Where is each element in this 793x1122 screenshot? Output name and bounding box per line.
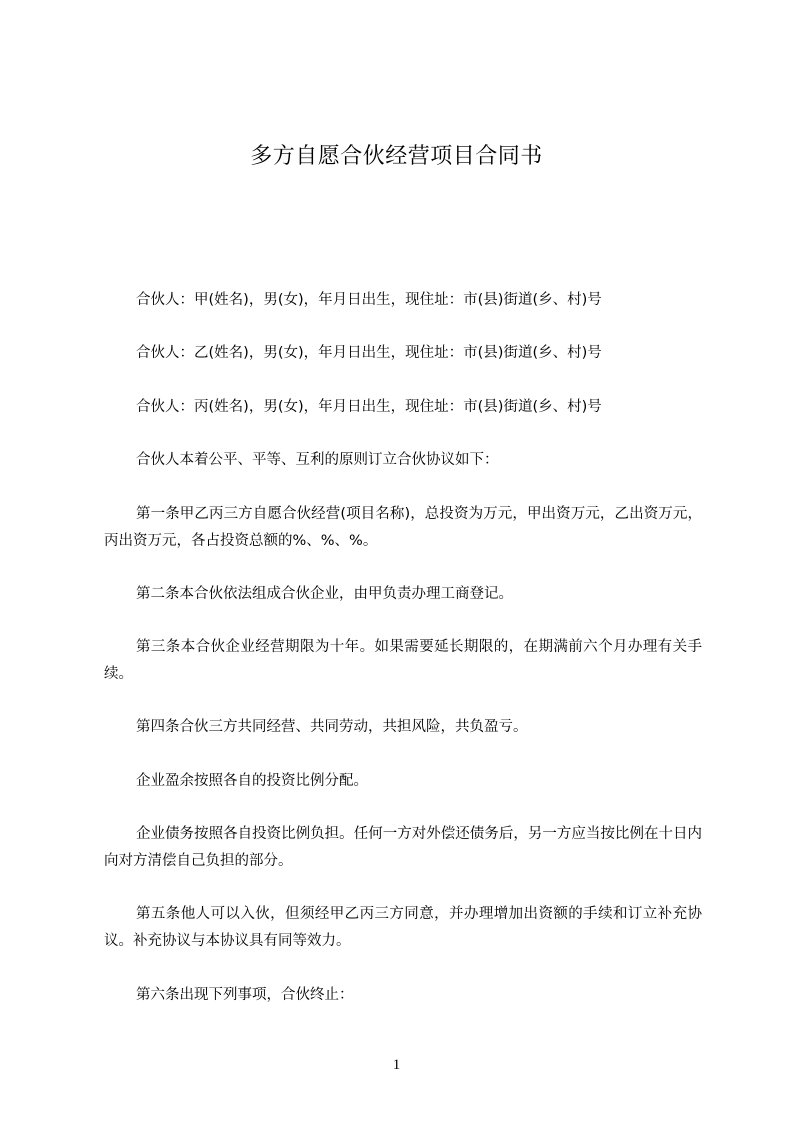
- article-2-paragraph: 第二条本合伙依法组成合伙企业，由甲负责办理工商登记。: [136, 586, 513, 602]
- principle-paragraph: 合伙人本着公平、平等、互利的原则订立合伙协议如下：: [136, 452, 499, 468]
- document-title: 多方自愿合伙经营项目合同书: [250, 144, 543, 169]
- partner-c-paragraph: 合伙人：丙(姓名)，男(女)，年月日出生，现住址：市(县)街道(乡、村)号: [136, 399, 602, 415]
- partner-b-paragraph: 合伙人：乙(姓名)，男(女)，年月日出生，现住址：市(县)街道(乡、村)号: [136, 345, 602, 361]
- article-1-paragraph: 第一条甲乙丙三方自愿合伙经营(项目名称)，总投资为万元，甲出资万元，乙出资万元，丙出资万元，各占投资总额的%、%、%。: [104, 506, 702, 549]
- article-3-paragraph: 第三条本合伙企业经营期限为十年。如果需要延长期限的，在期满前六个月办理有关手续。: [104, 639, 702, 682]
- article-5-paragraph: 第五条他人可以入伙，但须经甲乙丙三方同意，并办理增加出资额的手续和订立补充协议。补充协议与本协议具有同等效力。: [104, 906, 702, 949]
- profit-paragraph: 企业盈余按照各自的投资比例分配。: [136, 773, 368, 789]
- page-number: 1: [392, 1057, 401, 1073]
- debt-paragraph: 企业债务按照各自投资比例负担。任何一方对外偿还债务后，另一方应当按比例在十日内向对方清偿自己负担的部分。: [104, 826, 702, 869]
- article-4-paragraph: 第四条合伙三方共同经营、共同劳动，共担风险，共负盈亏。: [136, 719, 528, 735]
- partner-a-paragraph: 合伙人：甲(姓名)，男(女)，年月日出生，现住址：市(县)街道(乡、村)号: [136, 292, 602, 308]
- article-6-paragraph: 第六条出现下列事项，合伙终止：: [136, 987, 354, 1003]
